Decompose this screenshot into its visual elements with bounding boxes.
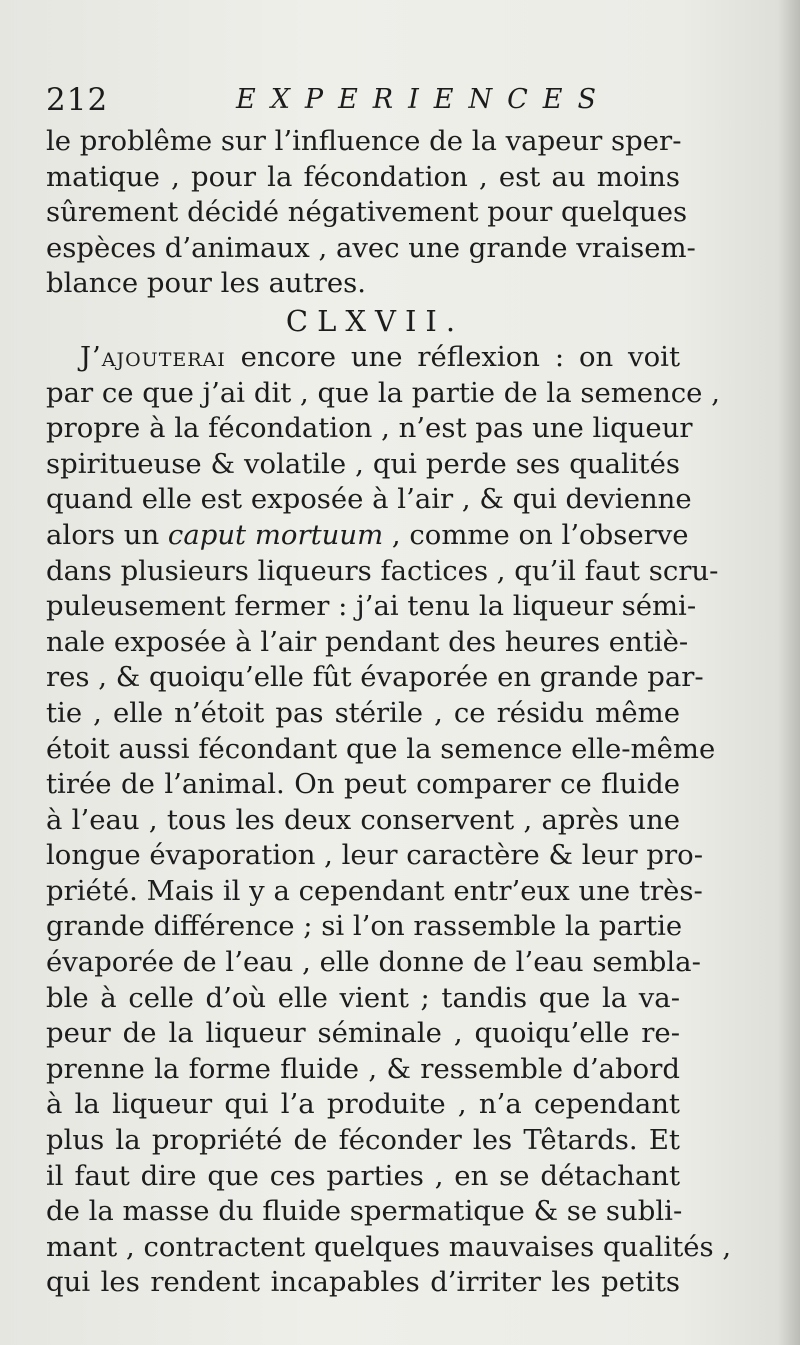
- text-line-with-italic: [46, 518, 689, 554]
- text-line: il faut dire que ces parties , en se détachant: [46, 1159, 680, 1192]
- page-number: 212: [46, 82, 109, 118]
- text-line: mant , contractent quelques mauvaises qualités ,: [46, 1230, 732, 1263]
- text-line: peur de la liqueur séminale , quoiqu’elle re-: [46, 1017, 680, 1050]
- text-line: res , & quoiqu’elle fût évaporée en grande par-: [46, 661, 704, 694]
- text-line: tirée de l’animal. On peut comparer ce fluide: [46, 768, 680, 801]
- text-line: étoit aussi fécondant que la semence elle-même: [46, 732, 716, 765]
- text-line: ble à celle d’où elle vient ; tandis que la va-: [46, 981, 680, 1014]
- text-line: nale exposée à l’air pendant des heures entiè-: [46, 625, 689, 658]
- text-line: tie , elle n’étoit pas stérile , ce résidu même: [46, 696, 680, 729]
- page-gutter-shadow: [778, 0, 800, 1345]
- text-line: évaporée de l’eau , elle donne de l’eau sembla-: [46, 946, 701, 979]
- text-line: à la liqueur qui l’a produite , n’a cependant: [46, 1088, 680, 1121]
- text-fragment: alors un: [46, 518, 168, 551]
- text-line: le problême sur l’influence de la vapeur sper-: [46, 125, 682, 157]
- text-line: prenne la forme fluide , & ressemble d’abord: [46, 1052, 680, 1085]
- paragraph-first-line-rest: encore une réflexion : on voit: [225, 340, 680, 373]
- paragraph-first-line: [46, 340, 680, 376]
- paragraph-opening-word: J’ajouterai: [80, 340, 226, 373]
- section-heading: CLXVII.: [285, 303, 465, 338]
- text-line: spiritueuse & volatile , qui perde ses qualités: [46, 447, 680, 480]
- text-line: qui les rendent incapables d’irriter les petits: [46, 1266, 680, 1299]
- text-line: à l’eau , tous les deux conservent , après une: [46, 803, 680, 836]
- text-line: blance pour les autres.: [46, 267, 367, 300]
- text-line: longue évaporation , leur caractère & leur pro-: [46, 839, 704, 872]
- body-text: [46, 124, 732, 1301]
- text-line: plus la propriété de féconder les Têtards. Et: [46, 1124, 680, 1157]
- text-line: matique , pour la fécondation , est au moins: [46, 160, 680, 193]
- page-header: [46, 80, 666, 120]
- text-line: sûrement décidé négativement pour quelques: [46, 196, 688, 229]
- running-title: EXPERIENCES: [236, 84, 612, 115]
- text-line: priété. Mais il y a cependant entr’eux une très-: [46, 874, 703, 907]
- latin-phrase: caput mortuum: [167, 518, 384, 551]
- text-line: dans plusieurs liqueurs factices , qu’il faut scru-: [46, 554, 719, 587]
- text-line: de la masse du fluide spermatique & se subli-: [46, 1195, 683, 1228]
- text-line: par ce que j’ai dit , que la partie de la semence ,: [46, 376, 720, 409]
- text-line: grande différence ; si l’on rassemble la partie: [46, 910, 683, 943]
- text-line: espèces d’animaux , avec une grande vraisem-: [46, 231, 696, 264]
- text-fragment: , comme on l’observe: [391, 518, 689, 551]
- text-line: quand elle est exposée à l’air , & qui devienne: [46, 483, 692, 516]
- text-line: puleusement fermer : j’ai tenu la liqueur sémi-: [46, 590, 697, 623]
- text-line: propre à la fécondation , n’est pas une liqueur: [46, 412, 693, 445]
